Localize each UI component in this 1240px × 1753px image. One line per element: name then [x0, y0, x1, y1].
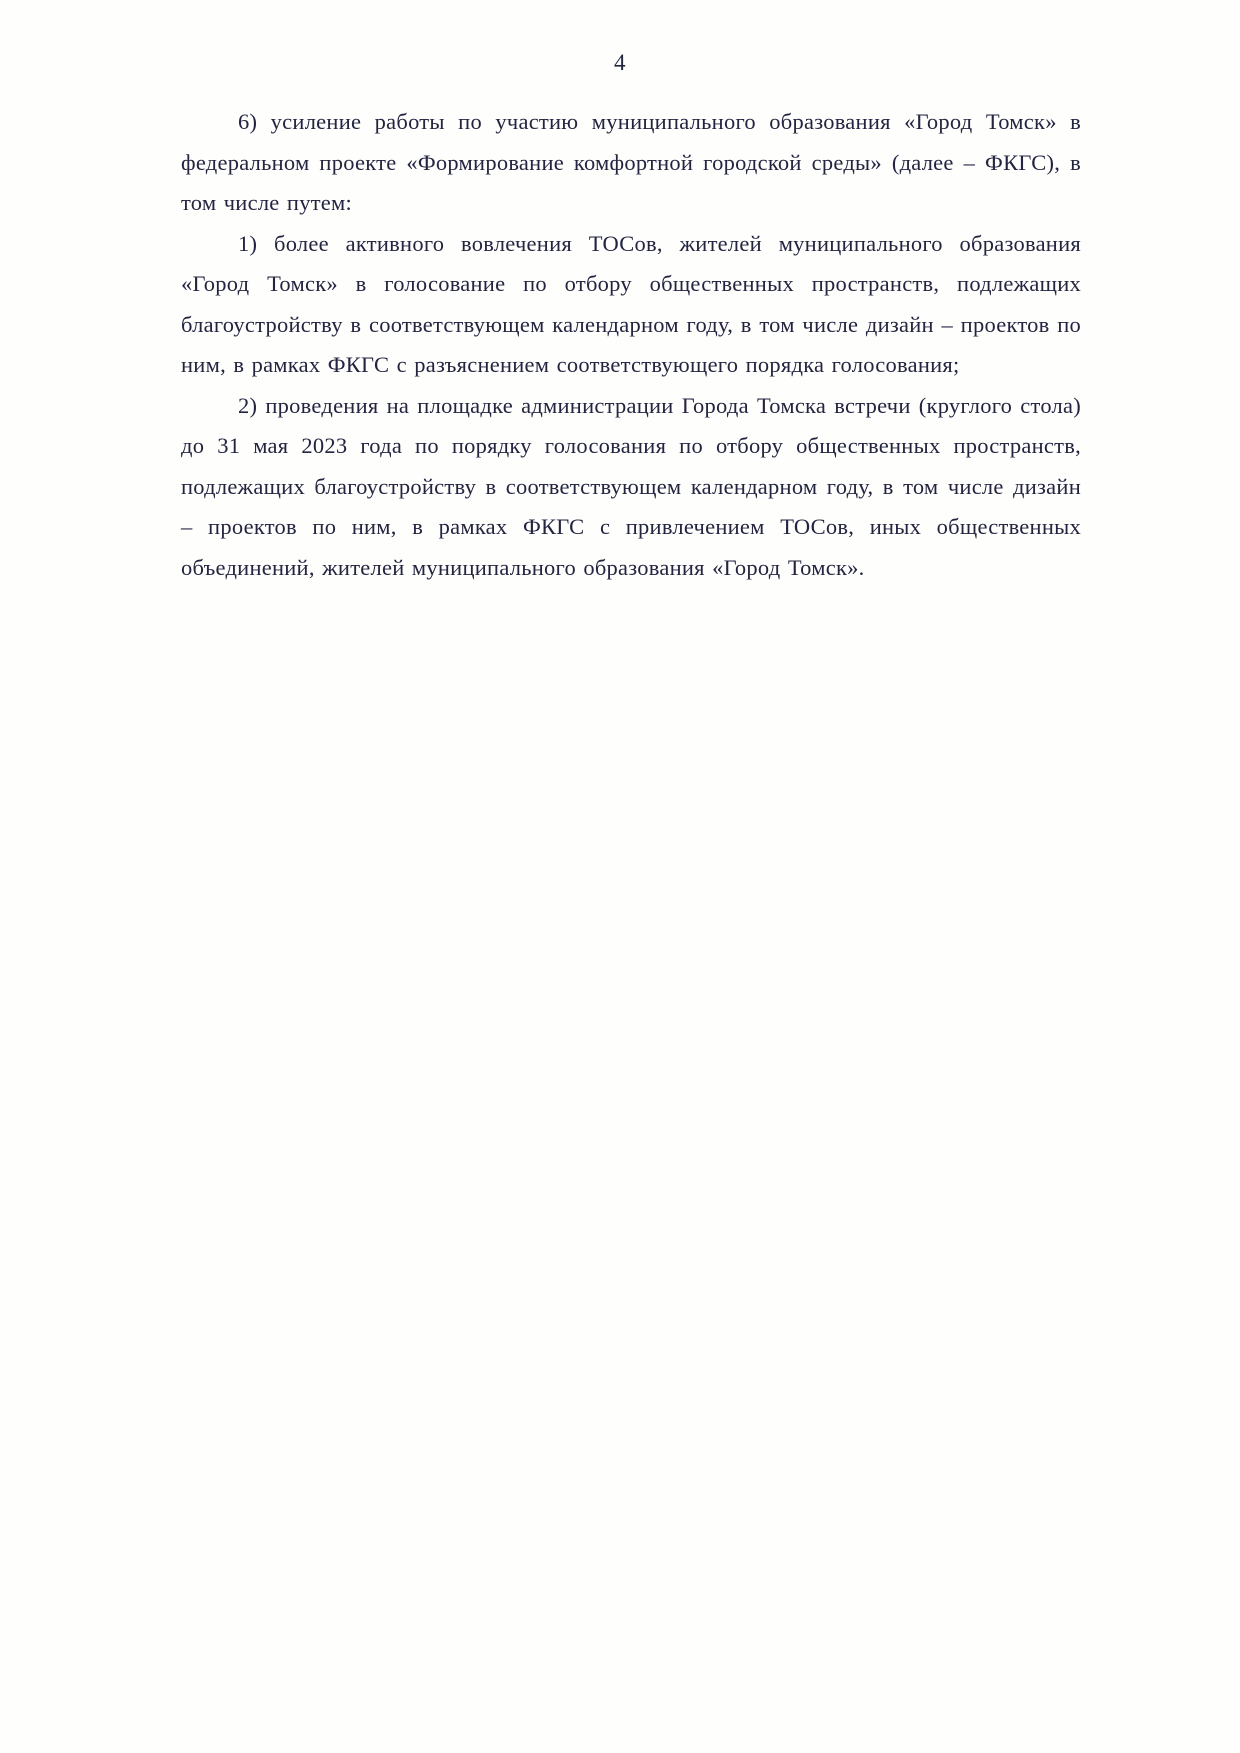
- paragraph-item-2: 2) проведения на площадке администрации Города Томска встречи (круглого стола) до 31 мая 2023 года по порядку голосования по отбору общественных пространств, подлежащих благоустройству в соответствующем календарном году, в том числе дизайн – проектов по ним, в рамках ФКГС с привлечением ТОСов, иных общественных объединений, жителей муниципального образования «Город Томск».: [181, 392, 1081, 580]
- page-number: 4: [614, 50, 626, 75]
- paragraph-intro: 6) усиление работы по участию муниципального образования «Город Томск» в федеральном проекте «Формирование комфортной городской среды» (далее – ФКГС), в том числе путем:: [181, 109, 1081, 215]
- paragraph-item-1: 1) более активного вовлечения ТОСов, жителей муниципального образования «Город Томск» в голосование по отбору общественных пространств, подлежащих благоустройству в соответствующем календарном году, в том числе дизайн – проектов по ним, в рамках ФКГС с разъяснением соответствующего порядка голосования;: [181, 230, 1081, 377]
- document-body: [181, 102, 1081, 588]
